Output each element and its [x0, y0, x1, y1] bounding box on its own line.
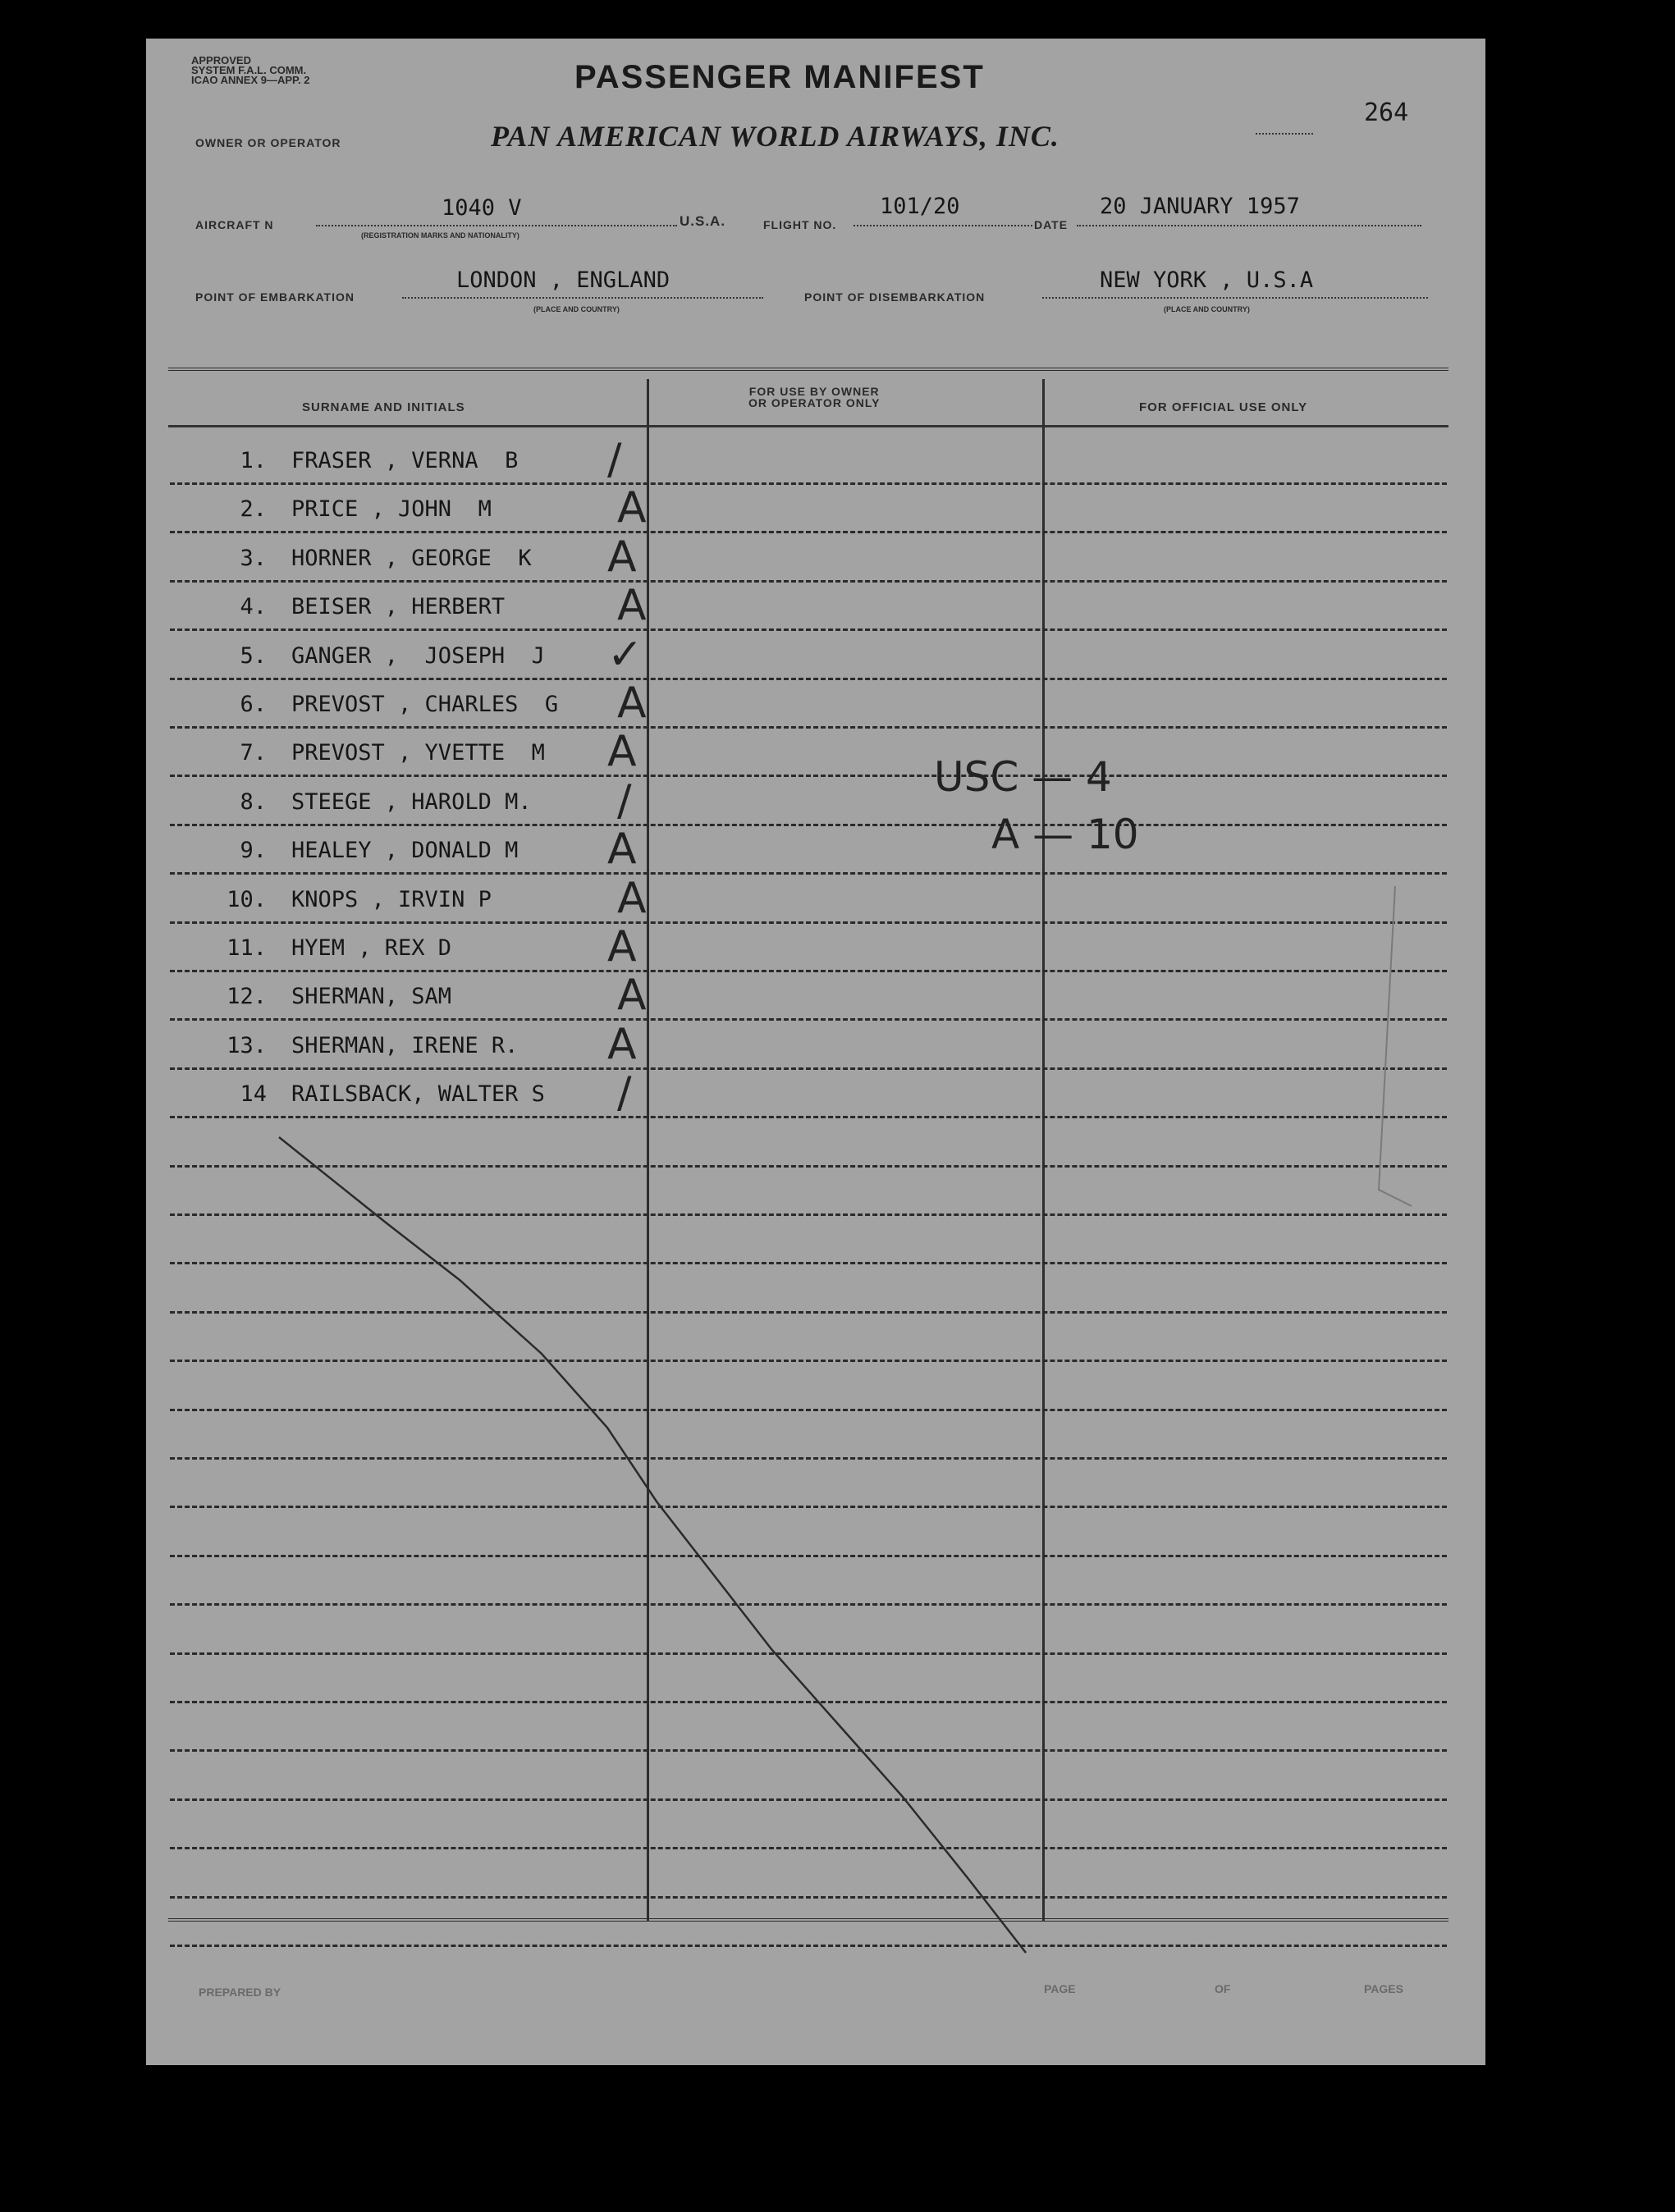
pages-label: PAGES — [1364, 1982, 1403, 1995]
row-number: 14 — [240, 1081, 267, 1108]
status-mark: / — [617, 1068, 632, 1118]
row-number: 2. — [240, 496, 267, 523]
tally-usc: USC — 4 — [934, 753, 1112, 801]
row-number: 11. — [227, 935, 267, 961]
table-bottom-rule — [168, 1918, 1448, 1922]
status-mark: A — [617, 971, 647, 1021]
row-number: 12. — [227, 984, 267, 1010]
status-mark: A — [607, 1019, 637, 1069]
passenger-name: RAILSBACK, WALTER S — [291, 1081, 545, 1108]
row-number: 9. — [240, 838, 267, 864]
row-number: 13. — [227, 1032, 267, 1058]
row-number: 10. — [227, 886, 267, 912]
passenger-name: SHERMAN, SAM — [291, 984, 452, 1010]
row-number: 5. — [240, 642, 267, 669]
passenger-name: PRICE , JOHN M — [291, 496, 492, 523]
embark-value: LONDON , ENGLAND — [456, 267, 670, 293]
passenger-name: GANGER , JOSEPH J — [291, 642, 545, 669]
approval-note: APPROVED SYSTEM F.A.L. COMM. ICAO ANNEX 9—APP. 2 — [191, 54, 310, 86]
passenger-name: FRASER , VERNA B — [291, 448, 519, 473]
status-mark: A — [607, 825, 637, 875]
passenger-name: STEEGE , HAROLD M. — [291, 788, 532, 815]
owner-label: OWNER OR OPERATOR — [195, 136, 341, 149]
passenger-name: HEALEY , DONALD M — [291, 838, 519, 864]
status-mark: A — [607, 922, 637, 971]
operator-name: PAN AMERICAN WORLD AIRWAYS, INC. — [491, 120, 1059, 153]
col-header-official: FOR OFFICIAL USE ONLY — [1139, 400, 1308, 414]
row-number: 7. — [240, 740, 267, 766]
passenger-name: PREVOST , YVETTE M — [291, 740, 545, 766]
row-number: 8. — [240, 788, 267, 815]
status-mark: A — [617, 483, 647, 533]
paper-crease — [1379, 886, 1412, 1206]
flight-label: FLIGHT NO. — [763, 218, 837, 231]
status-mark: A — [617, 873, 647, 923]
disembark-label: POINT OF DISEMBARKATION — [804, 290, 986, 304]
tally-alien: A — 10 — [991, 811, 1139, 858]
status-mark: A — [617, 581, 647, 631]
page-label: PAGE — [1044, 1982, 1076, 1995]
status-mark: ✓ — [607, 629, 643, 679]
row-number: 6. — [240, 692, 267, 717]
registration-note: (REGISTRATION MARKS AND NATIONALITY) — [361, 231, 519, 240]
passenger-name: HYEM , REX D — [291, 935, 452, 961]
disembark-value: NEW YORK , U.S.A — [1100, 267, 1314, 293]
col-header-names: SURNAME AND INITIALS — [302, 400, 465, 414]
aircraft-label: AIRCRAFT N — [195, 218, 274, 231]
disembark-place-note: (PLACE AND COUNTRY) — [1164, 305, 1250, 313]
passenger-name: HORNER , GEORGE K — [291, 545, 532, 571]
embark-label: POINT OF EMBARKATION — [195, 290, 355, 304]
prepared-by: PREPARED BY — [199, 1986, 281, 1999]
status-mark: A — [607, 532, 637, 582]
nationality: U.S.A. — [680, 213, 726, 229]
row-number: 1. — [240, 448, 267, 473]
col-header-owner: FOR USE BY OWNER OR OPERATOR ONLY — [748, 385, 881, 409]
row-number: 4. — [240, 594, 267, 620]
flight-value: 101/20 — [880, 194, 960, 219]
of-label: OF — [1215, 1982, 1231, 1995]
status-mark: A — [617, 679, 647, 728]
date-label: DATE — [1034, 218, 1069, 231]
diagonal-strike-line — [279, 1137, 1026, 1953]
passenger-name: BEISER , HERBERT — [291, 594, 506, 620]
status-mark: / — [607, 435, 622, 484]
row-number: 3. — [240, 545, 267, 571]
page-title: PASSENGER MANIFEST — [574, 59, 985, 95]
passenger-name: SHERMAN, IRENE R. — [291, 1032, 519, 1058]
passenger-name: PREVOST , CHARLES G — [291, 692, 559, 717]
page-number: 264 — [1364, 98, 1409, 127]
status-mark: / — [617, 775, 632, 825]
embark-place-note: (PLACE AND COUNTRY) — [533, 305, 620, 313]
date-value: 20 JANUARY 1957 — [1100, 194, 1300, 219]
aircraft-value: 1040 V — [442, 195, 522, 221]
status-mark: A — [607, 727, 637, 777]
passenger-name: KNOPS , IRVIN P — [291, 886, 492, 912]
